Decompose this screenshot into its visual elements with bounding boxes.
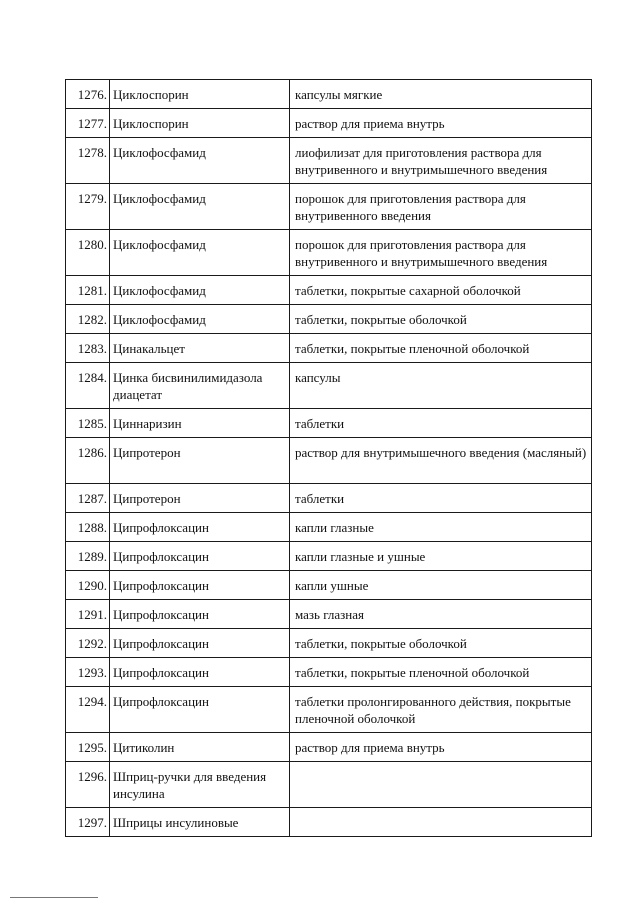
row-number: 1291. <box>66 600 110 629</box>
dosage-form: таблетки пролонгированного действия, покрытые пленочной оболочкой <box>290 687 592 733</box>
row-number: 1276. <box>66 80 110 109</box>
table-row <box>66 658 592 687</box>
table-row <box>66 733 592 762</box>
dosage-form: таблетки, покрытые пленочной оболочкой <box>290 658 592 687</box>
row-number: 1293. <box>66 658 110 687</box>
drug-name: Цинка бисвинилимидазола диацетат <box>110 363 290 409</box>
row-number: 1285. <box>66 409 110 438</box>
dosage-form: капли глазные <box>290 513 592 542</box>
drug-name: Циклофосфамид <box>110 230 290 276</box>
row-number: 1286. <box>66 438 110 484</box>
table-row <box>66 762 592 808</box>
drug-name: Ципротерон <box>110 438 290 484</box>
drug-name: Циннаризин <box>110 409 290 438</box>
table-row <box>66 542 592 571</box>
drug-name: Ципрофлоксацин <box>110 571 290 600</box>
row-number: 1296. <box>66 762 110 808</box>
row-number: 1289. <box>66 542 110 571</box>
dosage-form: раствор для приема внутрь <box>290 733 592 762</box>
row-number: 1292. <box>66 629 110 658</box>
drug-name: Ципрофлоксацин <box>110 600 290 629</box>
dosage-form: таблетки <box>290 484 592 513</box>
row-number: 1287. <box>66 484 110 513</box>
drug-name: Ципротерон <box>110 484 290 513</box>
dosage-form: раствор для внутримышечного введения (масляный) <box>290 438 592 484</box>
table-row <box>66 409 592 438</box>
drug-name: Циклофосфамид <box>110 184 290 230</box>
dosage-form: раствор для приема внутрь <box>290 109 592 138</box>
row-number: 1294. <box>66 687 110 733</box>
dosage-form: таблетки, покрытые сахарной оболочкой <box>290 276 592 305</box>
row-number: 1278. <box>66 138 110 184</box>
drug-name: Ципрофлоксацин <box>110 658 290 687</box>
table-row <box>66 334 592 363</box>
table-row <box>66 276 592 305</box>
row-number: 1281. <box>66 276 110 305</box>
drug-name: Циклоспорин <box>110 80 290 109</box>
table-row <box>66 571 592 600</box>
table-row <box>66 184 592 230</box>
table-row <box>66 484 592 513</box>
table-row <box>66 363 592 409</box>
dosage-form: таблетки, покрытые пленочной оболочкой <box>290 334 592 363</box>
drug-name: Цинакальцет <box>110 334 290 363</box>
dosage-form: капли ушные <box>290 571 592 600</box>
drug-name: Циклофосфамид <box>110 276 290 305</box>
table-row <box>66 230 592 276</box>
drug-name: Ципрофлоксацин <box>110 687 290 733</box>
row-number: 1283. <box>66 334 110 363</box>
medication-table <box>65 79 592 837</box>
row-number: 1277. <box>66 109 110 138</box>
dosage-form: мазь глазная <box>290 600 592 629</box>
table-row <box>66 138 592 184</box>
drug-name: Шприц-ручки для введения инсулина <box>110 762 290 808</box>
drug-name: Циклофосфамид <box>110 138 290 184</box>
table-row <box>66 80 592 109</box>
table-row <box>66 808 592 837</box>
dosage-form: капли глазные и ушные <box>290 542 592 571</box>
row-number: 1290. <box>66 571 110 600</box>
row-number: 1279. <box>66 184 110 230</box>
dosage-form: лиофилизат для приготовления раствора для внутривенного и внутримышечного введения <box>290 138 592 184</box>
drug-name: Циклофосфамид <box>110 305 290 334</box>
table-row <box>66 629 592 658</box>
table-row <box>66 600 592 629</box>
table-row <box>66 687 592 733</box>
drug-name: Цитиколин <box>110 733 290 762</box>
table-row <box>66 109 592 138</box>
drug-name: Ципрофлоксацин <box>110 542 290 571</box>
dosage-form: капсулы <box>290 363 592 409</box>
dosage-form: таблетки, покрытые оболочкой <box>290 629 592 658</box>
row-number: 1280. <box>66 230 110 276</box>
dosage-form: капсулы мягкие <box>290 80 592 109</box>
dosage-form <box>290 762 592 808</box>
row-number: 1297. <box>66 808 110 837</box>
row-number: 1288. <box>66 513 110 542</box>
row-number: 1295. <box>66 733 110 762</box>
dosage-form <box>290 808 592 837</box>
dosage-form: порошок для приготовления раствора для внутривенного и внутримышечного введения <box>290 230 592 276</box>
dosage-form: таблетки, покрытые оболочкой <box>290 305 592 334</box>
drug-name: Ципрофлоксацин <box>110 513 290 542</box>
dosage-form: порошок для приготовления раствора для внутривенного введения <box>290 184 592 230</box>
table-row <box>66 305 592 334</box>
table-row <box>66 438 592 484</box>
row-number: 1284. <box>66 363 110 409</box>
drug-name: Циклоспорин <box>110 109 290 138</box>
table-row <box>66 513 592 542</box>
row-number: 1282. <box>66 305 110 334</box>
drug-name: Ципрофлоксацин <box>110 629 290 658</box>
drug-name: Шприцы инсулиновые <box>110 808 290 837</box>
dosage-form: таблетки <box>290 409 592 438</box>
footnote-divider <box>10 897 98 898</box>
